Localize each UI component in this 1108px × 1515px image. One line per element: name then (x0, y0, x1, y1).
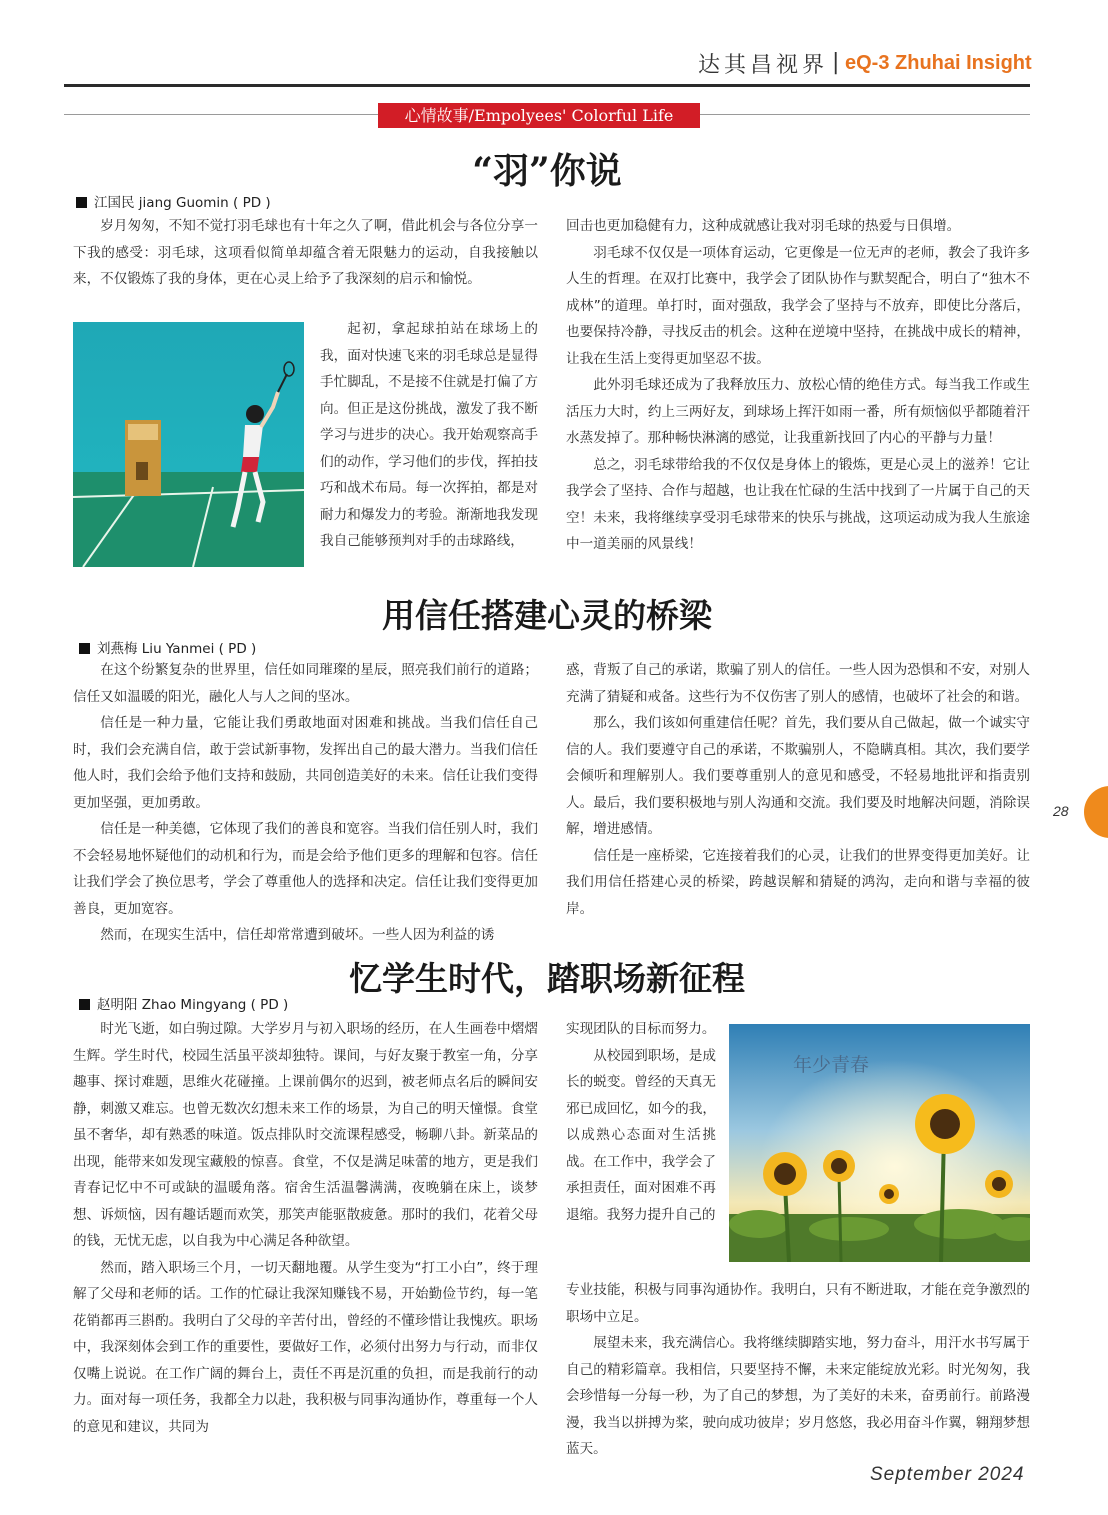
bullet-square-icon (79, 643, 90, 654)
paragraph: 然而，踏入职场三个月，一切天翻地覆。从学生变为“打工小白”，终于理解了父母和老师的话。工作的忙碌让我深知赚钱不易，开始勤俭节约，每一笔花销都再三斟酌。我明白了父母的辛苦付出，曾经的不懂珍惜让我愧疚。职场中，我深刻体会到工作的重要性，要做好工作，必须付出努力与行动，而非仅仅嘴上说说。在工作广阔的舞台上，责任不再是沉重的负担，而是我前行的动力。面对每一项任务，我都全力以赴，我积极与同事沟通协作，尊重每一个人的意见和建议，共同为 (73, 1259, 538, 1435)
article-2-right-column (566, 657, 1030, 922)
article-3-title: 忆学生时代，踏职场新征程 (349, 959, 745, 998)
paragraph: 此外羽毛球还成为了我释放压力、放松心情的绝佳方式。每当我工作或生活压力大时，约上三两好友，到球场上挥汗如雨一番，所有烦恼似乎都随着汗水蒸发掉了。那种畅快淋漓的感觉，让我重新找回了内心的平静与力量！ (566, 377, 1030, 446)
page-number: 28 (1053, 803, 1069, 819)
article-1-beside-image (320, 316, 538, 555)
paragraph: 专业技能，积极与同事沟通协作。我明白，只有不断进取，才能在竞争激烈的职场中立足。 (566, 1282, 1030, 1325)
paragraph: 时光飞逝，如白驹过隙。大学岁月与初入职场的经历，在人生画卷中熠熠生辉。学生时代，校园生活虽平淡却独特。课间，与好友聚于教室一角，分享趣事、探讨难题，思维火花碰撞。上课前偶尔的迟到，被老师点名后的瞬间安静，刺激又难忘。也曾无数次幻想未来工作的场景，为自己的明天憧憬。食堂虽不奢华，却有熟悉的味道。饭点排队时交流课程感受，畅聊八卦。新菜品的出现，能带来如发现宝藏般的惊喜。食堂，不仅是满足味蕾的地方，更是我们青春记忆中不可或缺的温暖角落。宿舍生活温馨满满，夜晚躺在床上，谈梦想、诉烦恼，因有趣话题而欢笑，那笑声能驱散疲惫。那时的我们，花着父母的钱，无忧无虑，以自我为中心满足各种欲望。 (73, 1021, 538, 1249)
badminton-court-image (73, 322, 304, 567)
bullet-square-icon (76, 197, 87, 208)
paragraph: 回击也更加稳健有力，这种成就感让我对羽毛球的热爱与日俱增。 (566, 218, 961, 234)
magazine-brand: eQ-3 Zhuhai Insight (845, 52, 1032, 74)
paragraph: 在这个纷繁复杂的世界里，信任如同璀璨的星辰，照亮我们前行的道路；信任又如温暖的阳光，融化人与人之间的坚冰。 (73, 662, 538, 705)
magazine-title: 达其昌视界 (698, 53, 829, 78)
article-1-author: 江国民 jiang Guomin ( PD ) (76, 191, 271, 211)
paragraph: 惑，背叛了自己的承诺，欺骗了别人的信任。一些人因为恐惧和不安，对别人充满了猜疑和戒备。这些行为不仅伤害了别人的感情，也破坏了社会的和谐。 (566, 662, 1030, 705)
paragraph: 然而，在现实生活中，信任却常常遭到破坏。一些人因为利益的诱 (100, 927, 495, 943)
sunflower-field-image (729, 1024, 1030, 1262)
paragraph: 羽毛球不仅仅是一项体育运动，它更像是一位无声的老师，教会了我许多人生的哲理。在双打比赛中，我学会了团队协作与默契配合，明白了“独木不成林”的道理。单打时，面对强敌，我学会了坚持与不放弃，即使比分落后，也要保持冷静，寻找反击的机会。这种在逆境中坚持，在挑战中成长的精神，让我在生活上变得更加坚忍不拔。 (566, 244, 1030, 367)
badminton-player-photo (73, 322, 304, 567)
paragraph: 总之，羽毛球带给我的不仅仅是身体上的锻炼，更是心灵上的滋养！它让我学会了坚持、合作与超越，也让我在忙碌的生活中找到了一片属于自己的天空！未来，我将继续享受羽毛球带来的快乐与挑战，这项运动成为我人生旅途中一道美丽的风景线！ (566, 456, 1030, 552)
article-3-author: 赵明阳 Zhao Mingyang ( PD ) (79, 993, 288, 1013)
article-3-right-column (566, 1277, 1030, 1463)
section-banner: 心情故事/Empolyees' Colorful Life (378, 103, 700, 128)
article-2-title: 用信任搭建心灵的桥梁 (382, 596, 712, 635)
header-separator: | (832, 50, 840, 75)
header-rule (64, 84, 1030, 87)
paragraph: 信任是一种美德，它体现了我们的善良和宽容。当我们信任别人时，我们不会轻易地怀疑他们的动机和行为，而是会给予他们更多的理解和包容。信任让我们学会了换位思考，学会了尊重他人的选择和决定。信任让我们变得更加善良，更加宽容。 (73, 821, 538, 917)
paragraph: 展望未来，我充满信心。我将继续脚踏实地，努力奋斗，用汗水书写属于自己的精彩篇章。我相信，只要坚持不懈，未来定能绽放光彩。时光匆匆，我会珍惜每一分每一秒，为了自己的梦想，为了美好的未来，奋勇前行。前路漫漫，我当以拼搏为桨，驶向成功彼岸；岁月悠悠，我必用奋斗作翼，翱翔梦想蓝天。 (566, 1335, 1030, 1457)
paragraph: 起初，拿起球拍站在球场上的我，面对快速飞来的羽毛球总是显得手忙脚乱，不是接不住就是打偏了方向。但正是这份挑战，激发了我不断学习与进步的决心。我开始观察高手们的动作，学习他们的步伐，挥拍技巧和战术布局。每一次挥拍，都是对耐力和爆发力的考验。渐渐地我发现我自己能够预判对手的击球路线， (320, 321, 538, 549)
issue-date: September 2024 (870, 1464, 1025, 1485)
article-2-left-column (73, 657, 538, 949)
paragraph: 那么，我们该如何重建信任呢？首先，我们要从自己做起，做一个诚实守信的人。我们要遵守自己的承诺，不欺骗别人，不隐瞒真相。其次，我们要学会倾听和理解别人。我们要尊重别人的意见和感受，不轻易地批评和指责别人。最后，我们要积极地与别人沟通和交流。我们要及时地解决问题，消除误解，增进感情。 (566, 715, 1030, 837)
image-caption: 年少青春 (793, 1054, 870, 1076)
paragraph: 从校园到职场，是成长的蜕变。曾经的天真无邪已成回忆，如今的我，以成熟心态面对生活挑战。在工作中，我学会了承担责任，面对困难不再退缩。我努力提升自己的 (566, 1047, 716, 1223)
article-1-intro (73, 213, 538, 293)
paragraph: 实现团队的目标而努力。 (566, 1021, 716, 1037)
article-3-beside-image (566, 1016, 716, 1228)
paragraph: 信任是一座桥梁，它连接着我们的心灵，让我们的世界变得更加美好。让我们用信任搭建心灵的桥梁，跨越误解和猜疑的鸿沟，走向和谐与幸福的彼岸。 (566, 847, 1030, 917)
article-1-title: “羽”你说 (472, 150, 622, 192)
paragraph: 岁月匆匆，不知不觉打羽毛球也有十年之久了啊，借此机会与各位分享一下我的感受：羽毛球，这项看似简单却蕴含着无限魅力的运动，自我接触以来，不仅锻炼了我的身体，更在心灵上给予了我深刻的启示和愉悦。 (73, 218, 538, 287)
paragraph: 信任是一种力量，它能让我们勇敢地面对困难和挑战。当我们信任自己时，我们会充满自信，敢于尝试新事物，发挥出自己的最大潜力。当我们信任他人时，我们会给予他们支持和鼓励，共同创造美好的未来。信任让我们变得更加坚强，更加勇敢。 (73, 715, 538, 811)
article-1-right-column (566, 213, 1030, 558)
page-tab-marker (1084, 786, 1108, 838)
article-3-left-column (73, 1016, 538, 1440)
sunflower-photo (729, 1024, 1030, 1262)
bullet-square-icon (79, 999, 90, 1010)
article-2-author: 刘燕梅 Liu Yanmei ( PD ) (79, 637, 256, 657)
